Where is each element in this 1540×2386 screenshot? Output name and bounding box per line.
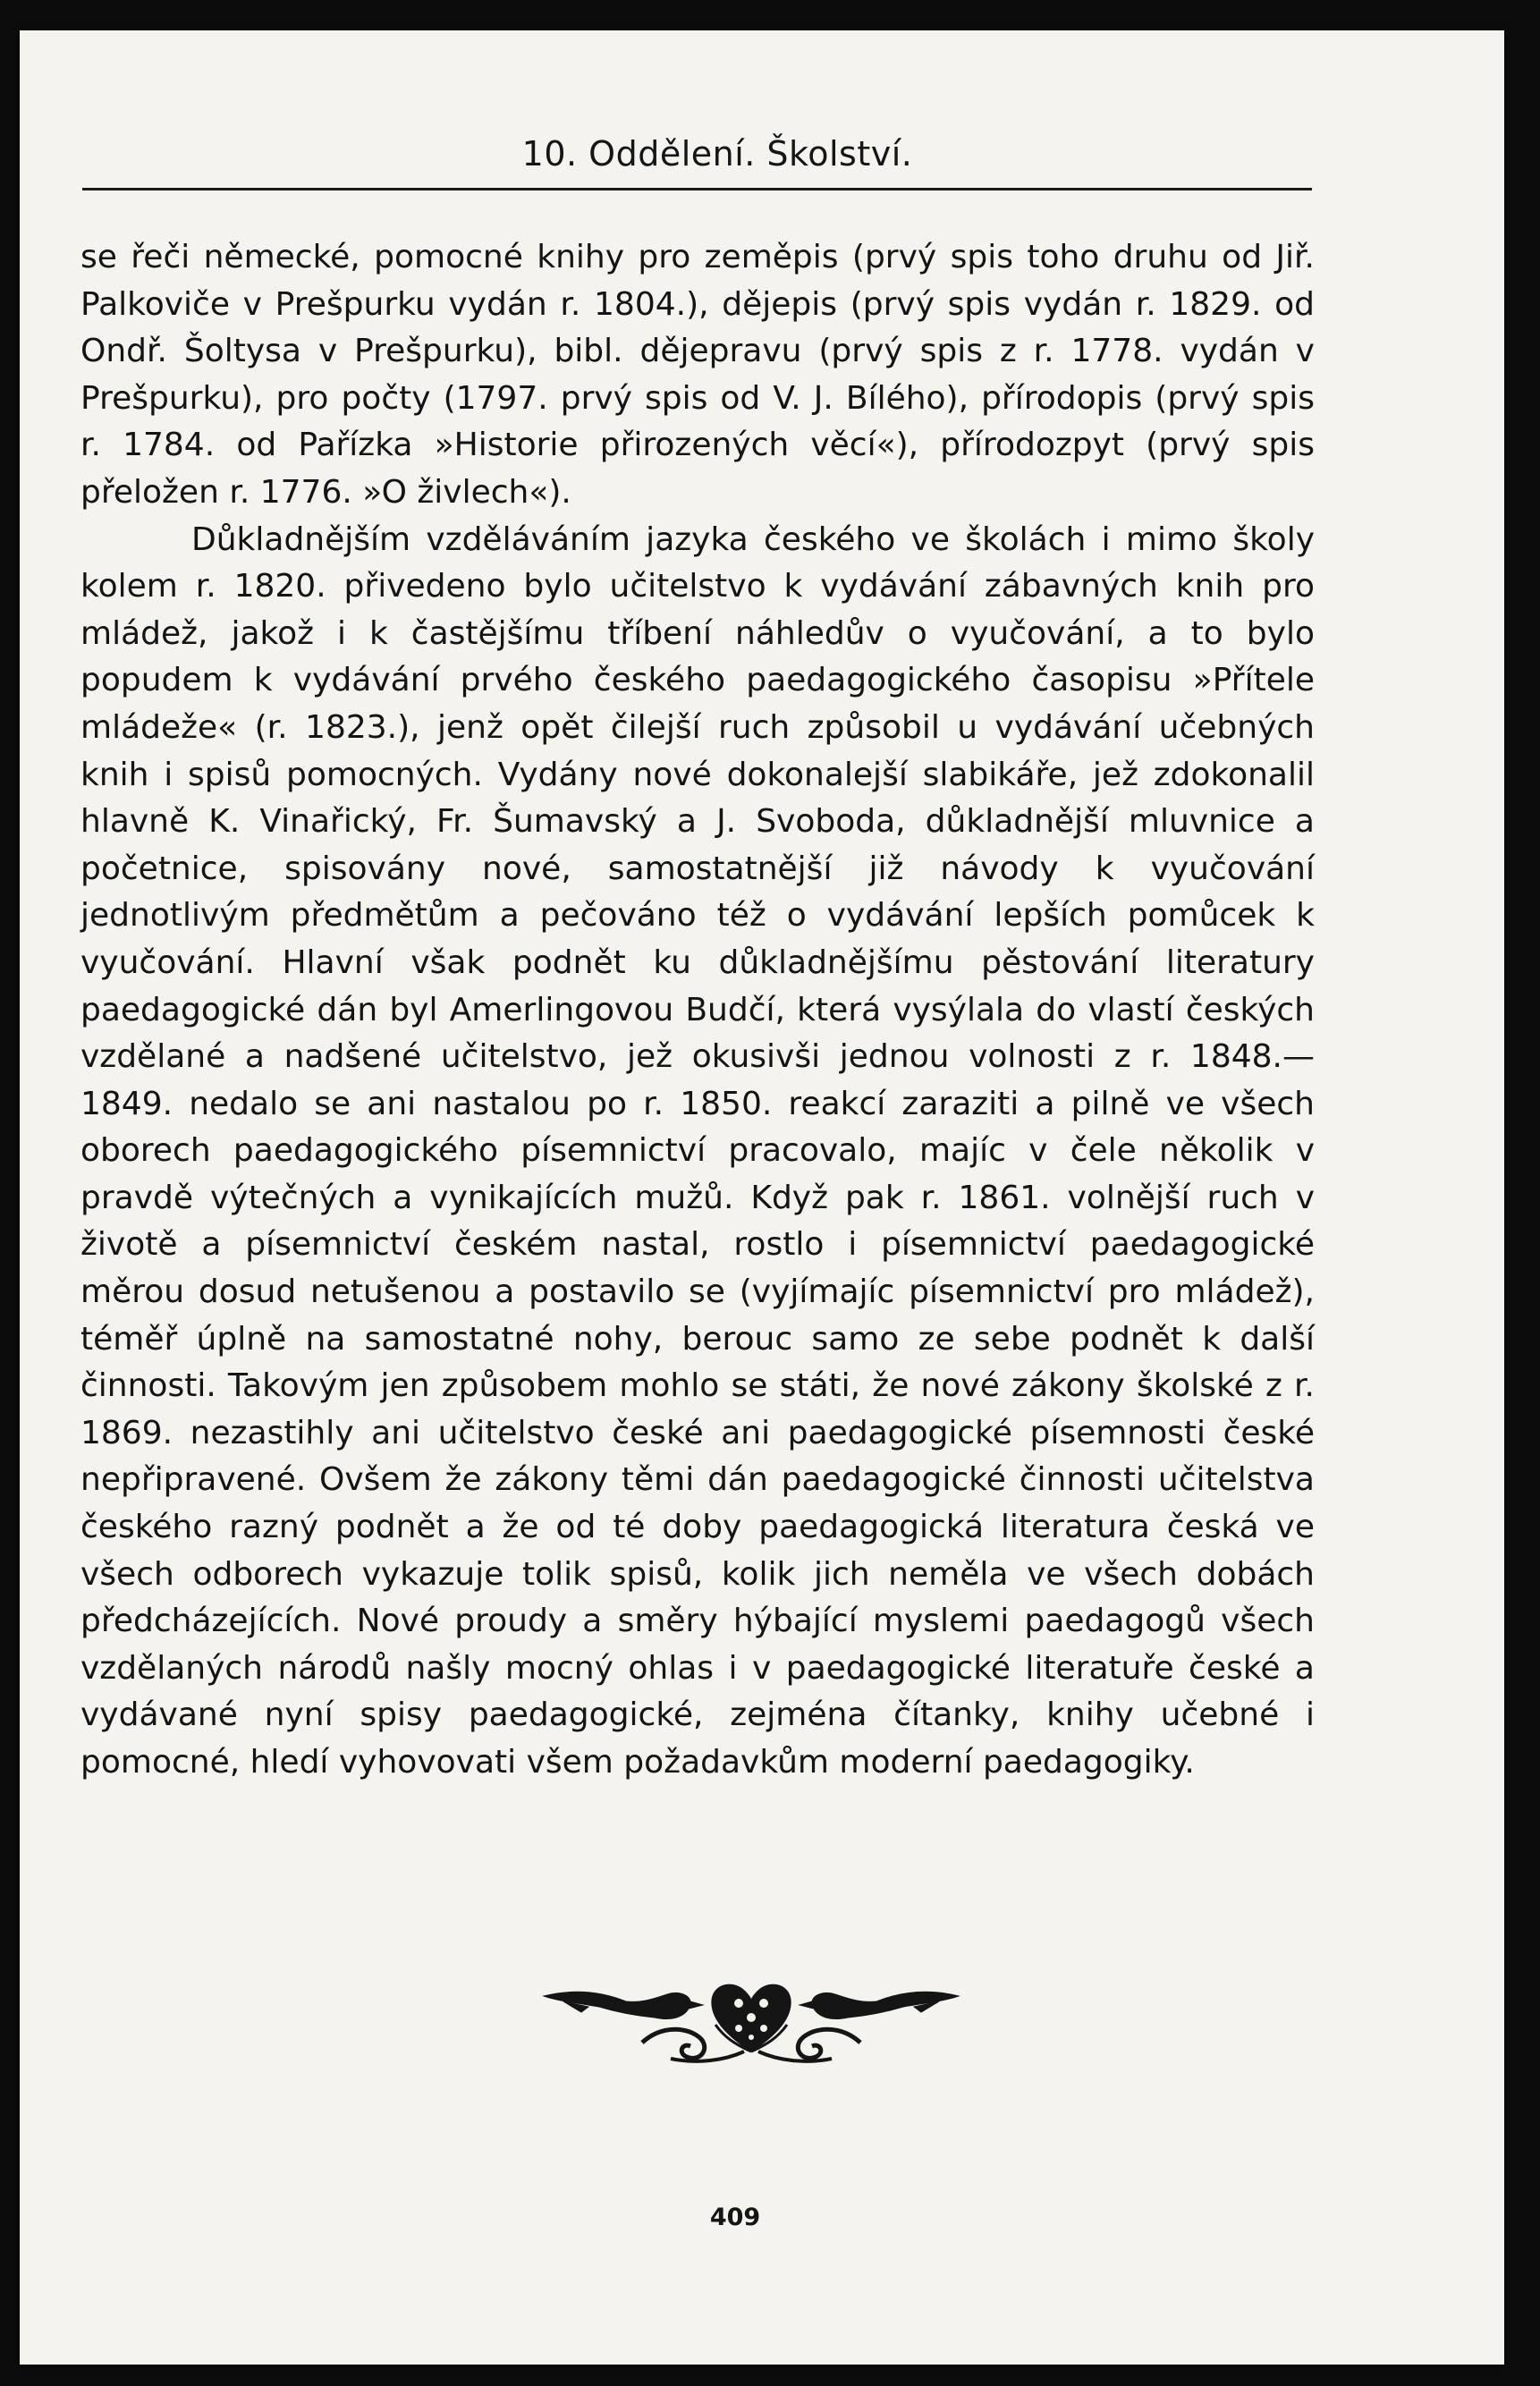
body-text: [80, 234, 1315, 1787]
book-page: [20, 30, 1504, 2365]
birds-heart-ornament-icon: [537, 1962, 966, 2069]
paragraph-2: Důkladnějším vzděláváním jazyka českého ve školách i mimo školy kolem r. 1820. přivedeno bylo učitelstvo k vydávání zábavných knih pro mládež, jakož i k častějšímu tříbení náhledův o vyučování, a to bylo popudem k vydávání prvého českého paedagogického časopisu »Přítele mládeže« (r. 1823.), jenž opět čilejší ruch způsobil u vydávání učebných knih i spisů pomocných. Vydány nové dokonalejší slabikáře, jež zdokonalil hlavně K. Vinařický, Fr. Šumavský a J. Svoboda, důkladnější mluvnice a početnice, spisovány nové, samostatnější již návody k vyučování jednotlivým předmětům a pečováno též o vydávání lepších pomůcek k vyučování. Hlavní však podnět ku důkladnějšímu pěstování literatury paedagogické dán byl Amerlingovou Budčí, která vysýlala do vlastí českých vzdělané a nadšené učitelstvo, jež okusivši jednou volnosti z r. 1848.—1849. nedalo se ani nastalou po r. 1850. reakcí zaraziti a pilně ve všech oborech paedagogického písemnictví pracovalo, majíc v čele několik v pravdě výtečných a vynikajících mužů. Když pak r. 1861. volnější ruch v životě a písemnictví českém nastal, rostlo i písemnictví paedagogické měrou dosud netušenou a postavilo se (vyjímajíc písemnictví pro mládež), téměř úplně na samostatné nohy, berouc samo ze sebe podnět k další činnosti. Takovým jen způsobem mohlo se státi, že nové zákony školské z r. 1869. nezastihly ani učitelstvo české ani paedagogické písemnosti české nepřipravené. Ovšem že zákony těmi dán paedagogické činnosti učitelstva českého razný podnět a že od té doby paedagogická literatura česká ve všech odborech vykazuje tolik spisů, kolik jich neměla ve všech dobách předcházejících. Nové proudy a směry hýbající myslemi paedagogů všech vzdělaných národů našly mocný ohlas i v paedagogické literatuře české a vydávané nyní spisy paedagogické, zejména čítanky, knihy učebné i pomocné, hledí vyhovovati všem požadavkům moderní paedagogiky.: [80, 520, 1315, 1781]
paragraph-1: se řeči německé, pomocné knihy pro zeměpis (prvý spis toho druhu od Jiř. Palkoviče v Prešpurku vydán r. 1804.), dějepis (prvý spis vydán r. 1829. od Ondř. Šoltysa v Prešpurku), bibl. dějepravu (prvý spis z r. 1778. vydán v Prešpurku), pro počty (1797. prvý spis od V. J. Bílého), přírodopis (prvý spis r. 1784. od Pařízka »Historie přirozených věcí«), přírodozpyt (prvý spis přeložen r. 1776. »O živlech«).: [80, 239, 1315, 511]
header-rule: [82, 188, 1312, 190]
page-number: 409: [709, 2204, 761, 2231]
running-header: 10. Oddělení. Školství.: [521, 134, 913, 173]
